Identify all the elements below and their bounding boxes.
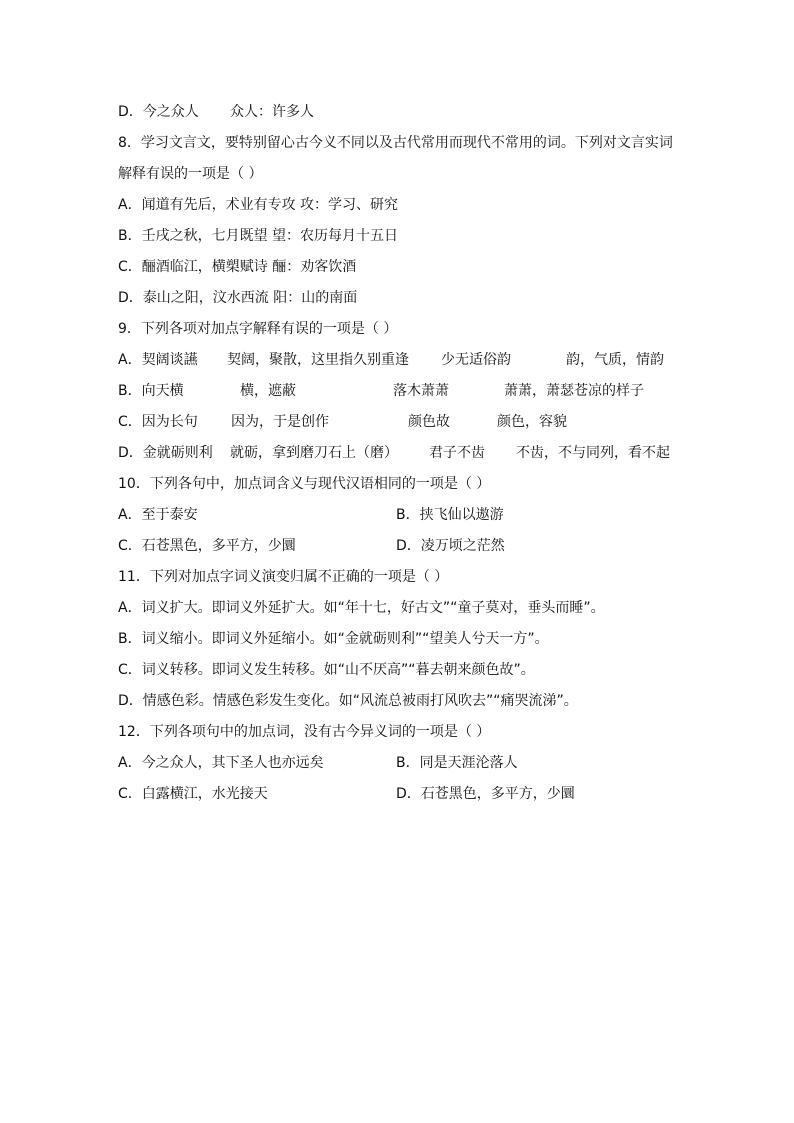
q8-option-d: D．泰山之阳，汶水西流 阳：山的南面 bbox=[118, 290, 358, 306]
q8-option-c: C．酾酒临江，横槊赋诗 酾：劝客饮酒 bbox=[118, 259, 357, 275]
q8-option-b: B．壬戌之秋，七月既望 望：农历每月十五日 bbox=[118, 228, 399, 244]
q9-option-c-phrase1: C．因为长句 bbox=[118, 414, 198, 430]
q11-stem: 11．下列对加点字词义演变归属不正确的一项是（ ） bbox=[118, 569, 449, 585]
q9-option-d-phrase1: D．金就砺则利 bbox=[118, 445, 213, 461]
q12-option-c: C．白露横江，水光接天 bbox=[118, 786, 268, 802]
q9-option-b-gloss2: 萧萧，萧瑟苍凉的样子 bbox=[504, 383, 644, 399]
q9-option-d-gloss1: 就砺，拿到磨刀石上（磨） bbox=[230, 445, 398, 461]
q9-option-c-phrase2: 颜色故 bbox=[408, 414, 450, 430]
q8-stem-line2: 解释有误的一项是（ ） bbox=[118, 166, 263, 182]
q9-option-d-gloss2: 不齿，不与同列，看不起 bbox=[516, 445, 670, 461]
q10-option-a: A．至于泰安 bbox=[118, 507, 198, 523]
q12-option-a: A．今之众人，其下圣人也亦远矣 bbox=[118, 755, 324, 771]
q9-option-b-phrase2: 落木萧萧 bbox=[393, 383, 449, 399]
q9-option-d-phrase2: 君子不齿 bbox=[429, 445, 485, 461]
q9-option-c-gloss2: 颜色，容貌 bbox=[497, 414, 567, 430]
q10-option-d: D．凌万顷之茫然 bbox=[396, 538, 505, 554]
q9-option-b-phrase1: B．向天横 bbox=[118, 383, 184, 399]
q9-option-c-gloss1: 因为，于是创作 bbox=[231, 414, 329, 430]
q9-option-a-phrase1: A．契阔谈讌 bbox=[118, 352, 198, 368]
q12-option-d: D．石苍黑色，多平方，少圜 bbox=[396, 786, 575, 802]
q10-option-b: B．挟飞仙以遨游 bbox=[396, 507, 504, 523]
q10-option-c: C．石苍黑色，多平方，少圜 bbox=[118, 538, 296, 554]
q8-option-a: A．闻道有先后，术业有专攻 攻：学习、研究 bbox=[118, 197, 399, 213]
q7-option-d-text: D．今之众人 bbox=[118, 104, 199, 120]
q7-option-d-gloss: 众人：许多人 bbox=[230, 104, 314, 120]
q11-option-b: B．词义缩小。即词义外延缩小。如“金就砺则利”“望美人兮天一方”。 bbox=[118, 631, 549, 647]
q8-stem-line1: 8．学习文言文，要特别留心古今义不同以及古代常用而现代不常用的词。下列对文言实词 bbox=[118, 135, 673, 151]
q9-stem: 9．下列各项对加点字解释有误的一项是（ ） bbox=[118, 321, 398, 337]
q11-option-a: A．词义扩大。即词义外延扩大。如“年十七，好古文”“童子莫对，垂头而睡”。 bbox=[118, 600, 605, 616]
q9-option-b-gloss1: 横，遮蔽 bbox=[240, 383, 296, 399]
q9-option-a-gloss2: 韵，气质，情韵 bbox=[566, 352, 664, 368]
q10-stem: 10．下列各句中，加点词含义与现代汉语相同的一项是（ ） bbox=[118, 476, 491, 492]
q12-stem: 12．下列各项句中的加点词，没有古今异义词的一项是（ ） bbox=[118, 724, 491, 740]
q12-option-b: B．同是天涯沦落人 bbox=[396, 755, 518, 771]
q11-option-c: C．词义转移。即词义发生转移。如“山不厌高”“暮去朝来颜色故”。 bbox=[118, 662, 535, 678]
q11-option-d: D．情感色彩。情感色彩发生变化。如“风流总被雨打风吹去”“痛哭流涕”。 bbox=[118, 693, 578, 709]
q9-option-a-phrase2: 少无适俗韵 bbox=[441, 352, 511, 368]
q9-option-a-gloss1: 契阔，聚散，这里指久别重逢 bbox=[227, 352, 409, 368]
